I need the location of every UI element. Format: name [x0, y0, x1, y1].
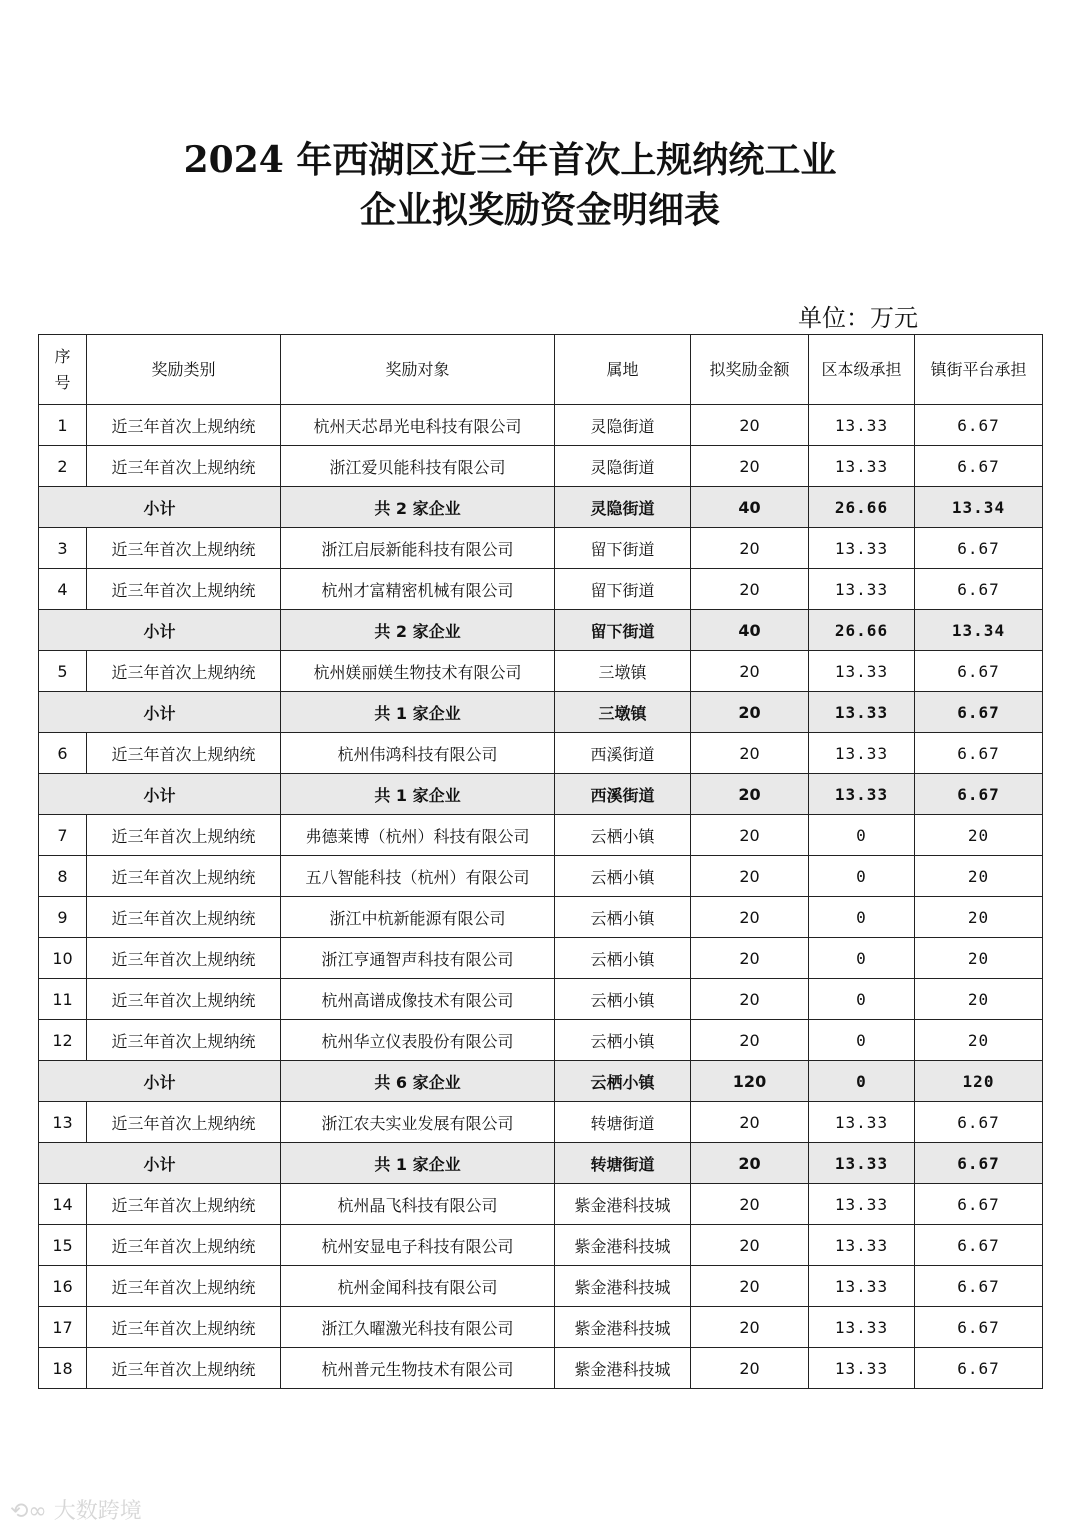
row-district-share: 13.33 — [809, 569, 915, 610]
row-district-share: 13.33 — [809, 1307, 915, 1348]
row-category: 近三年首次上规纳统 — [87, 1266, 281, 1307]
row-amount: 20 — [691, 1020, 809, 1061]
subtotal-amount: 40 — [691, 487, 809, 528]
subtotal-row — [39, 1061, 1043, 1102]
row-company: 浙江中杭新能源有限公司 — [281, 897, 555, 938]
row-street-share: 6.67 — [915, 1307, 1043, 1348]
row-index: 1 — [39, 405, 87, 446]
row-index: 6 — [39, 733, 87, 774]
row-category: 近三年首次上规纳统 — [87, 569, 281, 610]
row-amount: 20 — [691, 569, 809, 610]
subtotal-row — [39, 487, 1043, 528]
row-street-share: 6.67 — [915, 1184, 1043, 1225]
row-company: 五八智能科技（杭州）有限公司 — [281, 856, 555, 897]
row-company: 杭州晶飞科技有限公司 — [281, 1184, 555, 1225]
subtotal-amount: 120 — [691, 1061, 809, 1102]
subtotal-row — [39, 1143, 1043, 1184]
table-row — [39, 1102, 1043, 1143]
header-amount: 拟奖励金额 — [691, 335, 809, 405]
row-location: 紫金港科技城 — [555, 1266, 691, 1307]
row-street-share: 20 — [915, 815, 1043, 856]
subtotal-location: 留下街道 — [555, 610, 691, 651]
table-body — [39, 405, 1043, 1389]
subtotal-row — [39, 774, 1043, 815]
row-location: 紫金港科技城 — [555, 1225, 691, 1266]
row-company: 杭州普元生物技术有限公司 — [281, 1348, 555, 1389]
row-company: 浙江农夫实业发展有限公司 — [281, 1102, 555, 1143]
row-street-share: 6.67 — [915, 569, 1043, 610]
header-category: 奖励类别 — [87, 335, 281, 405]
row-location: 灵隐街道 — [555, 405, 691, 446]
row-index: 7 — [39, 815, 87, 856]
table-row — [39, 1184, 1043, 1225]
subtotal-street-share: 6.67 — [915, 1143, 1043, 1184]
subtotal-label: 小计 — [39, 487, 281, 528]
document-title-line2: 企业拟奖励资金明细表 — [359, 189, 720, 231]
row-amount: 20 — [691, 651, 809, 692]
subtotal-location: 三墩镇 — [555, 692, 691, 733]
subtotal-label: 小计 — [39, 774, 281, 815]
row-street-share: 6.67 — [915, 733, 1043, 774]
table-row — [39, 528, 1043, 569]
row-category: 近三年首次上规纳统 — [87, 1020, 281, 1061]
row-amount: 20 — [691, 1266, 809, 1307]
row-category: 近三年首次上规纳统 — [87, 856, 281, 897]
table-row — [39, 1266, 1043, 1307]
row-location: 留下街道 — [555, 528, 691, 569]
row-company: 浙江爱贝能科技有限公司 — [281, 446, 555, 487]
header-company: 奖励对象 — [281, 335, 555, 405]
subtotal-street-share: 6.67 — [915, 692, 1043, 733]
row-street-share: 6.67 — [915, 651, 1043, 692]
row-amount: 20 — [691, 446, 809, 487]
header-index: 序号 — [39, 335, 87, 405]
subtotal-count: 共 6 家企业 — [281, 1061, 555, 1102]
header-street-share: 镇街平台承担 — [915, 335, 1043, 405]
row-category: 近三年首次上规纳统 — [87, 815, 281, 856]
subtotal-label: 小计 — [39, 1061, 281, 1102]
table-row — [39, 446, 1043, 487]
subtotal-amount: 20 — [691, 774, 809, 815]
row-district-share: 0 — [809, 815, 915, 856]
row-street-share: 6.67 — [915, 1102, 1043, 1143]
row-category: 近三年首次上规纳统 — [87, 405, 281, 446]
row-district-share: 13.33 — [809, 1348, 915, 1389]
table-row — [39, 1348, 1043, 1389]
row-district-share: 13.33 — [809, 733, 915, 774]
subtotal-street-share: 6.67 — [915, 774, 1043, 815]
row-category: 近三年首次上规纳统 — [87, 1184, 281, 1225]
row-location: 紫金港科技城 — [555, 1348, 691, 1389]
row-location: 云栖小镇 — [555, 897, 691, 938]
reward-table — [38, 334, 1043, 1389]
row-street-share: 20 — [915, 979, 1043, 1020]
row-index: 11 — [39, 979, 87, 1020]
row-district-share: 13.33 — [809, 1225, 915, 1266]
document-title-line1: 2024 年西湖区近三年首次上规纳统工业 — [183, 139, 837, 181]
row-district-share: 0 — [809, 938, 915, 979]
row-street-share: 6.67 — [915, 1348, 1043, 1389]
header-district-share: 区本级承担 — [809, 335, 915, 405]
row-category: 近三年首次上规纳统 — [87, 733, 281, 774]
table-row — [39, 897, 1043, 938]
watermark-text: 大数跨境 — [53, 1499, 142, 1524]
row-amount: 20 — [691, 1184, 809, 1225]
subtotal-amount: 20 — [691, 692, 809, 733]
row-location: 云栖小镇 — [555, 979, 691, 1020]
row-index: 14 — [39, 1184, 87, 1225]
row-street-share: 6.67 — [915, 1266, 1043, 1307]
row-category: 近三年首次上规纳统 — [87, 651, 281, 692]
row-amount: 20 — [691, 815, 809, 856]
row-company: 杭州安显电子科技有限公司 — [281, 1225, 555, 1266]
row-location: 云栖小镇 — [555, 1020, 691, 1061]
row-index: 3 — [39, 528, 87, 569]
row-street-share: 6.67 — [915, 405, 1043, 446]
row-index: 9 — [39, 897, 87, 938]
row-location: 转塘街道 — [555, 1102, 691, 1143]
row-street-share: 20 — [915, 856, 1043, 897]
row-index: 4 — [39, 569, 87, 610]
subtotal-count: 共 1 家企业 — [281, 1143, 555, 1184]
row-category: 近三年首次上规纳统 — [87, 938, 281, 979]
row-district-share: 0 — [809, 856, 915, 897]
row-district-share: 0 — [809, 979, 915, 1020]
row-index: 15 — [39, 1225, 87, 1266]
subtotal-label: 小计 — [39, 610, 281, 651]
row-location: 云栖小镇 — [555, 815, 691, 856]
subtotal-count: 共 1 家企业 — [281, 774, 555, 815]
row-category: 近三年首次上规纳统 — [87, 1102, 281, 1143]
row-street-share: 20 — [915, 1020, 1043, 1061]
subtotal-district-share: 26.66 — [809, 487, 915, 528]
subtotal-district-share: 26.66 — [809, 610, 915, 651]
row-street-share: 6.67 — [915, 528, 1043, 569]
row-street-share: 6.67 — [915, 1225, 1043, 1266]
watermark — [10, 1494, 142, 1525]
row-category: 近三年首次上规纳统 — [87, 446, 281, 487]
subtotal-row — [39, 692, 1043, 733]
subtotal-location: 灵隐街道 — [555, 487, 691, 528]
row-category: 近三年首次上规纳统 — [87, 979, 281, 1020]
table-row — [39, 815, 1043, 856]
row-company: 浙江启辰新能科技有限公司 — [281, 528, 555, 569]
table-row — [39, 405, 1043, 446]
row-district-share: 13.33 — [809, 1184, 915, 1225]
row-company: 杭州才富精密机械有限公司 — [281, 569, 555, 610]
subtotal-amount: 20 — [691, 1143, 809, 1184]
row-amount: 20 — [691, 528, 809, 569]
subtotal-row — [39, 610, 1043, 651]
row-company: 浙江亨通智声科技有限公司 — [281, 938, 555, 979]
row-district-share: 13.33 — [809, 1102, 915, 1143]
row-index: 12 — [39, 1020, 87, 1061]
subtotal-district-share: 0 — [809, 1061, 915, 1102]
row-location: 三墩镇 — [555, 651, 691, 692]
row-index: 16 — [39, 1266, 87, 1307]
table-row — [39, 979, 1043, 1020]
subtotal-street-share: 13.34 — [915, 487, 1043, 528]
table-row — [39, 856, 1043, 897]
row-index: 17 — [39, 1307, 87, 1348]
row-amount: 20 — [691, 1348, 809, 1389]
row-district-share: 13.33 — [809, 651, 915, 692]
row-district-share: 0 — [809, 897, 915, 938]
table-row — [39, 569, 1043, 610]
table-row — [39, 938, 1043, 979]
row-company: 杭州媄丽媄生物技术有限公司 — [281, 651, 555, 692]
table-row — [39, 651, 1043, 692]
row-company: 杭州华立仪表股份有限公司 — [281, 1020, 555, 1061]
row-category: 近三年首次上规纳统 — [87, 1348, 281, 1389]
table-header-row — [39, 335, 1043, 405]
row-amount: 20 — [691, 1225, 809, 1266]
unit-label: 单位：万元 — [798, 304, 918, 332]
row-index: 13 — [39, 1102, 87, 1143]
subtotal-count: 共 2 家企业 — [281, 610, 555, 651]
table-row — [39, 1020, 1043, 1061]
row-location: 留下街道 — [555, 569, 691, 610]
row-amount: 20 — [691, 733, 809, 774]
subtotal-location: 西溪街道 — [555, 774, 691, 815]
row-street-share: 6.67 — [915, 446, 1043, 487]
row-amount: 20 — [691, 405, 809, 446]
row-amount: 20 — [691, 897, 809, 938]
row-location: 西溪街道 — [555, 733, 691, 774]
subtotal-district-share: 13.33 — [809, 774, 915, 815]
row-amount: 20 — [691, 1307, 809, 1348]
row-district-share: 0 — [809, 1020, 915, 1061]
row-amount: 20 — [691, 938, 809, 979]
row-category: 近三年首次上规纳统 — [87, 528, 281, 569]
subtotal-location: 转塘街道 — [555, 1143, 691, 1184]
subtotal-street-share: 120 — [915, 1061, 1043, 1102]
row-amount: 20 — [691, 979, 809, 1020]
row-company: 杭州伟鸿科技有限公司 — [281, 733, 555, 774]
table-row — [39, 733, 1043, 774]
subtotal-count: 共 1 家企业 — [281, 692, 555, 733]
row-street-share: 20 — [915, 897, 1043, 938]
row-company: 浙江久曜激光科技有限公司 — [281, 1307, 555, 1348]
subtotal-label: 小计 — [39, 692, 281, 733]
subtotal-district-share: 13.33 — [809, 692, 915, 733]
subtotal-district-share: 13.33 — [809, 1143, 915, 1184]
subtotal-location: 云栖小镇 — [555, 1061, 691, 1102]
subtotal-count: 共 2 家企业 — [281, 487, 555, 528]
subtotal-label: 小计 — [39, 1143, 281, 1184]
row-category: 近三年首次上规纳统 — [87, 1307, 281, 1348]
row-street-share: 20 — [915, 938, 1043, 979]
row-index: 8 — [39, 856, 87, 897]
row-location: 灵隐街道 — [555, 446, 691, 487]
row-category: 近三年首次上规纳统 — [87, 1225, 281, 1266]
row-company: 杭州天芯昂光电科技有限公司 — [281, 405, 555, 446]
subtotal-street-share: 13.34 — [915, 610, 1043, 651]
subtotal-amount: 40 — [691, 610, 809, 651]
row-index: 2 — [39, 446, 87, 487]
row-index: 10 — [39, 938, 87, 979]
row-district-share: 13.33 — [809, 446, 915, 487]
row-amount: 20 — [691, 856, 809, 897]
row-company: 弗德莱博（杭州）科技有限公司 — [281, 815, 555, 856]
table-row — [39, 1307, 1043, 1348]
row-index: 18 — [39, 1348, 87, 1389]
row-district-share: 13.33 — [809, 1266, 915, 1307]
row-index: 5 — [39, 651, 87, 692]
table-row — [39, 1225, 1043, 1266]
row-location: 云栖小镇 — [555, 938, 691, 979]
row-location: 云栖小镇 — [555, 856, 691, 897]
header-location: 属地 — [555, 335, 691, 405]
row-district-share: 13.33 — [809, 405, 915, 446]
row-amount: 20 — [691, 1102, 809, 1143]
row-district-share: 13.33 — [809, 528, 915, 569]
row-location: 紫金港科技城 — [555, 1184, 691, 1225]
watermark-logo-icon: ⟲∞ — [10, 1499, 54, 1524]
row-company: 杭州金闻科技有限公司 — [281, 1266, 555, 1307]
row-category: 近三年首次上规纳统 — [87, 897, 281, 938]
row-company: 杭州高谱成像技术有限公司 — [281, 979, 555, 1020]
row-location: 紫金港科技城 — [555, 1307, 691, 1348]
